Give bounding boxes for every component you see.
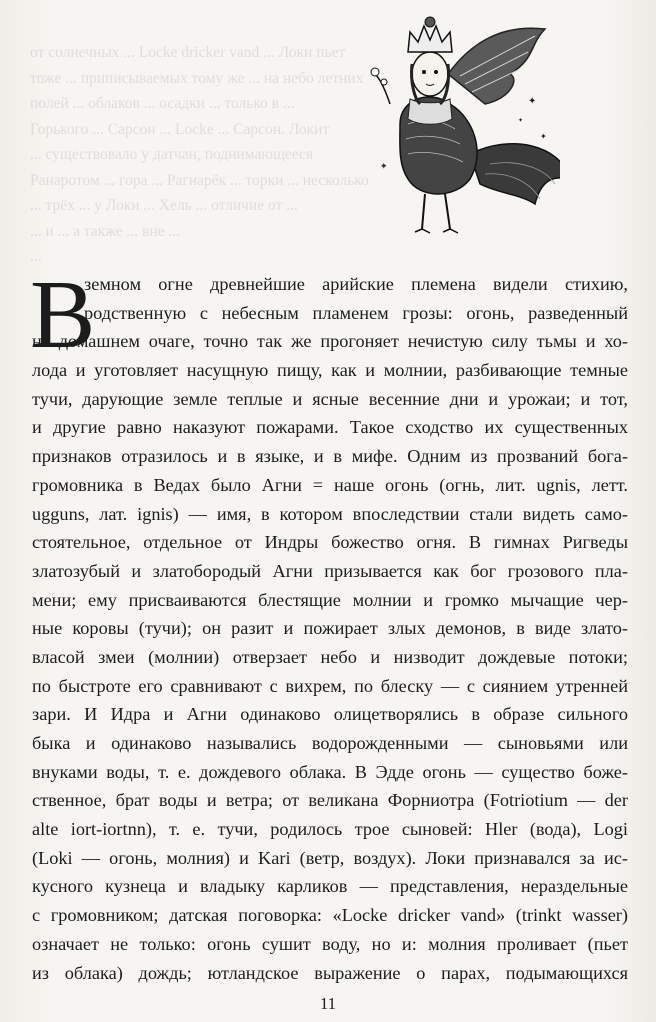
- ghost-line: полей ... облаков ... осадки ... только в ...: [30, 95, 295, 112]
- text-line: златозубый и златобородый Агни призывается как бог грозового пла-: [32, 560, 628, 581]
- text-line: власой змеи (молнии) отверзает небо и низводит дождевые потоки;: [32, 646, 628, 667]
- text-line: ugguns, лат. ignis) — имя, в котором впоследствии стали видеть само-: [32, 503, 628, 524]
- svg-text:✦: ✦: [518, 118, 524, 124]
- text-line: на домашнем очаге, точно так же прогоняет нечистую силу тьмы и хо-: [32, 331, 628, 352]
- ghost-line: тоже ... приписываемых тому же ... на небо летних: [30, 69, 364, 87]
- drop-cap: В: [30, 261, 96, 369]
- text-line: зари. И Идра и Агни одинаково олицетворялись в образе сильного: [32, 704, 628, 725]
- text-line: и другие равно наказуют пожарами. Такое сходство их существенных: [32, 417, 628, 438]
- text-line: по быстроте его сравнивают с вихрем, по блеску — с сиянием утренней: [32, 675, 628, 696]
- page-number: 11: [319, 994, 337, 1013]
- ghost-line: Горького ... Сарсон ... Locke ... Сарсон. Локит: [30, 120, 330, 138]
- ghost-line: Ранаротом ... гора ... Рагнарёк ... торки ... несколько: [30, 171, 369, 189]
- text-line: земном огне древнейшие арийские племена видели стихию,: [84, 274, 628, 294]
- ghost-line: ... и ... а также ... вне ...: [30, 222, 181, 240]
- text-line: быка и одинаково назывались водорожденными — сыновьями или: [32, 733, 628, 753]
- ghost-line: от солнечных ... Locke dricker vand ... Локи пьет: [30, 44, 346, 61]
- text-line: (Loki — огонь, молния) и Kari (ветр, воздух). Локи признавался за ис-: [32, 847, 628, 868]
- ghost-line: ... существовало у датчан, поднимающееся: [30, 146, 314, 163]
- sirin-bird-illustration: [360, 4, 560, 244]
- text-line: громовника в Ведах было Агни = наше огонь (огнь, лит. ugnis, летт.: [32, 474, 628, 495]
- text-line: тучи, дарующие земле теплые и ясные весенние дни и урожаи; и тот,: [32, 388, 628, 409]
- svg-text:✦: ✦: [528, 96, 537, 107]
- text-line: кусного кузнеца и владыку карликов — представления, нераздельные: [32, 876, 628, 897]
- text-line: признаков отразилось и в языке, и в мифе. Одним из прозваний бога-: [32, 446, 628, 467]
- body-text: [32, 270, 628, 987]
- text-line: внуками воды, т. е. дождевого облака. В Эдде огонь — существо боже-: [32, 761, 628, 782]
- text-line: с громовником; датская поговорка: «Locke dricker vand» (trinkt wasser): [32, 905, 628, 926]
- text-line: alte iort-iortnn), т. е. тучи, родилось трое сыновей: Hler (вода), Logi: [32, 819, 628, 840]
- svg-text:✦: ✦: [380, 161, 388, 171]
- ghost-line: ... трёх ... у Локи ... Хель ... отличие от ...: [30, 197, 298, 214]
- text-line: стоятельное, отдельное от Индры божество огня. В гимнах Ригведы: [32, 532, 628, 553]
- text-line: родственную с небесным пламенем грозы: огонь, разведенный: [84, 302, 628, 323]
- text-line: лода и уготовляет насущную пищу, как и молнии, разбивающие темные: [32, 360, 628, 381]
- text-line: ственное, брат воды и ветра; от великана Форниотра (Fotriotium — der: [32, 790, 628, 811]
- ghost-line: ...: [30, 248, 42, 265]
- text-line: ные коровы (тучи); он разит и пожирает злых демонов, в виде злато-: [32, 618, 628, 639]
- text-line: означает не только: огонь сушит воду, но и: молния проливает (пьет: [32, 933, 628, 954]
- text-line: из облака) дождь; ютландское выражение о парах, подымающихся: [32, 962, 628, 983]
- text-line: мени; ему присваиваются блестящие молнии и громко мычащие чер-: [32, 589, 628, 610]
- svg-text:✦: ✦: [540, 132, 547, 141]
